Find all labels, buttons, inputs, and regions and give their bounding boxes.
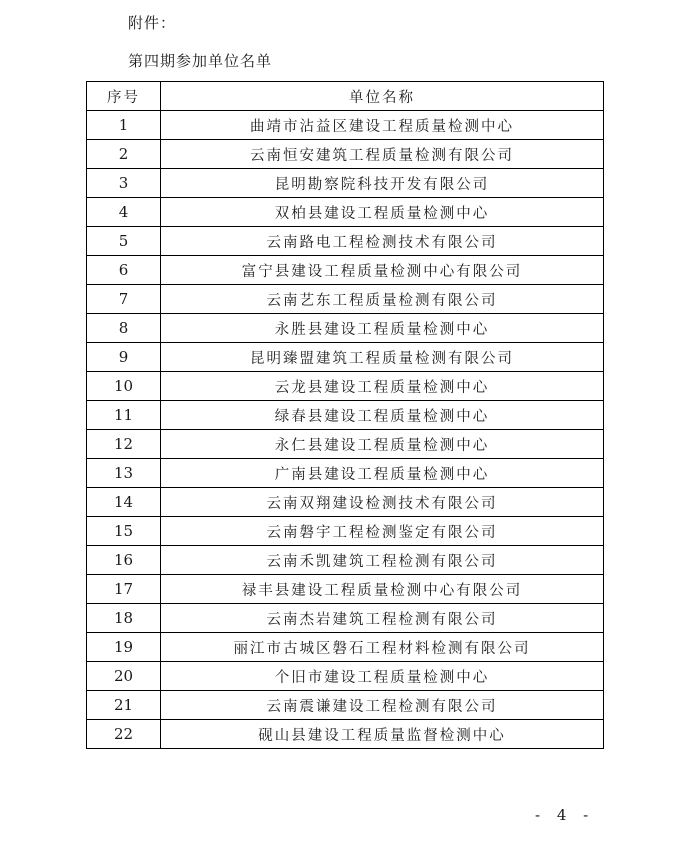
serial-number-cell: 2: [87, 140, 161, 169]
serial-number-cell: 12: [87, 430, 161, 459]
serial-number-cell: 14: [87, 488, 161, 517]
table-row: [87, 720, 604, 749]
serial-number-cell: 1: [87, 111, 161, 140]
table-row: [87, 401, 604, 430]
serial-number-cell: 9: [87, 343, 161, 372]
unit-name-cell: 昆明臻盟建筑工程质量检测有限公司: [161, 343, 604, 372]
table-row: [87, 575, 604, 604]
unit-name-cell: 富宁县建设工程质量检测中心有限公司: [161, 256, 604, 285]
unit-name-cell: 云南双翔建设检测技术有限公司: [161, 488, 604, 517]
table-row: [87, 198, 604, 227]
serial-number-cell: 13: [87, 459, 161, 488]
table-row: [87, 285, 604, 314]
serial-number-cell: 16: [87, 546, 161, 575]
serial-number-cell: 5: [87, 227, 161, 256]
table-row: [87, 256, 604, 285]
unit-name-cell: 永仁县建设工程质量检测中心: [161, 430, 604, 459]
serial-number-cell: 19: [87, 633, 161, 662]
unit-name-cell: 永胜县建设工程质量检测中心: [161, 314, 604, 343]
table-row: [87, 517, 604, 546]
unit-name-cell: 云南震谦建设工程检测有限公司: [161, 691, 604, 720]
unit-name-cell: 丽江市古城区磐石工程材料检测有限公司: [161, 633, 604, 662]
unit-name-cell: 绿春县建设工程质量检测中心: [161, 401, 604, 430]
serial-number-cell: 18: [87, 604, 161, 633]
serial-number-cell: 21: [87, 691, 161, 720]
unit-name-cell: 双柏县建设工程质量检测中心: [161, 198, 604, 227]
table-row: [87, 459, 604, 488]
serial-number-cell: 8: [87, 314, 161, 343]
unit-name-cell: 曲靖市沾益区建设工程质量检测中心: [161, 111, 604, 140]
table-row: [87, 372, 604, 401]
unit-name-cell: 云南杰岩建筑工程检测有限公司: [161, 604, 604, 633]
unit-name-cell: 云南恒安建筑工程质量检测有限公司: [161, 140, 604, 169]
unit-name-cell: 个旧市建设工程质量检测中心: [161, 662, 604, 691]
unit-name-cell: 云龙县建设工程质量检测中心: [161, 372, 604, 401]
unit-name-cell: 砚山县建设工程质量监督检测中心: [161, 720, 604, 749]
table-row: [87, 633, 604, 662]
table-row: [87, 546, 604, 575]
header-unit-name: 单位名称: [161, 82, 604, 111]
table-row: [87, 140, 604, 169]
table-header-row: [87, 82, 604, 111]
serial-number-cell: 3: [87, 169, 161, 198]
serial-number-cell: 20: [87, 662, 161, 691]
table-row: [87, 488, 604, 517]
serial-number-cell: 15: [87, 517, 161, 546]
table-row: [87, 169, 604, 198]
unit-name-cell: 云南路电工程检测技术有限公司: [161, 227, 604, 256]
page-number: - 4 -: [535, 806, 595, 824]
table-row: [87, 227, 604, 256]
table-row: [87, 430, 604, 459]
unit-name-cell: 禄丰县建设工程质量检测中心有限公司: [161, 575, 604, 604]
unit-name-cell: 云南艺东工程质量检测有限公司: [161, 285, 604, 314]
table-row: [87, 314, 604, 343]
table-row: [87, 111, 604, 140]
table-row: [87, 662, 604, 691]
serial-number-cell: 10: [87, 372, 161, 401]
serial-number-cell: 22: [87, 720, 161, 749]
attachment-label: 附件：: [128, 14, 177, 32]
table-body: [87, 111, 604, 749]
unit-name-cell: 云南磐宇工程检测鉴定有限公司: [161, 517, 604, 546]
serial-number-cell: 11: [87, 401, 161, 430]
table-row: [87, 343, 604, 372]
table-row: [87, 604, 604, 633]
header-serial-number: 序号: [87, 82, 161, 111]
list-title: 第四期参加单位名单: [128, 52, 273, 70]
serial-number-cell: 17: [87, 575, 161, 604]
table-row: [87, 691, 604, 720]
unit-name-cell: 昆明勘察院科技开发有限公司: [161, 169, 604, 198]
serial-number-cell: 7: [87, 285, 161, 314]
serial-number-cell: 4: [87, 198, 161, 227]
unit-name-cell: 广南县建设工程质量检测中心: [161, 459, 604, 488]
participant-table: [86, 81, 604, 749]
serial-number-cell: 6: [87, 256, 161, 285]
unit-name-cell: 云南禾凯建筑工程检测有限公司: [161, 546, 604, 575]
